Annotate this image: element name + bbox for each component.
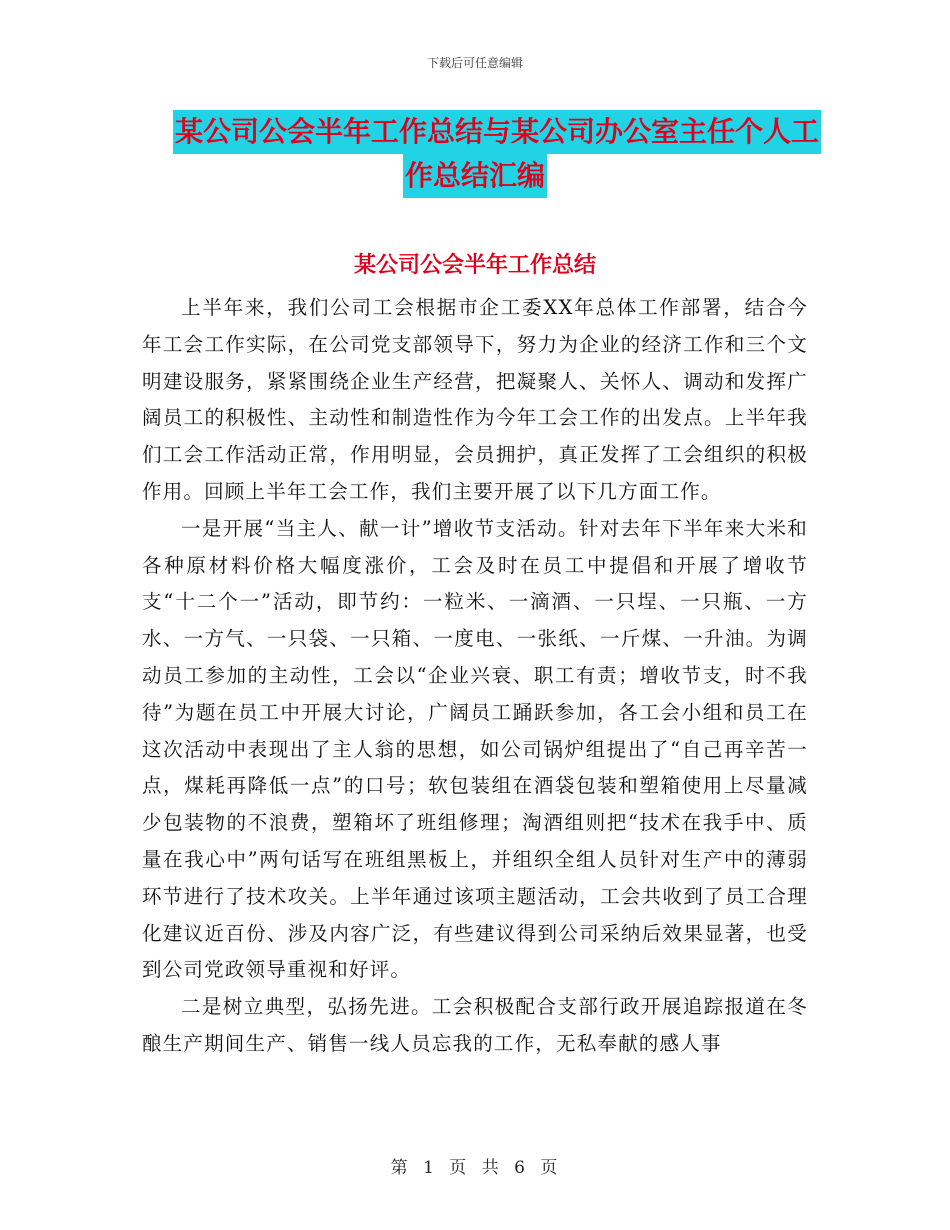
document-title	[0, 110, 950, 198]
document-title-line-1: 某公司公会半年工作总结与某公司办公室主任个人工	[173, 110, 821, 154]
body-text	[142, 290, 808, 1063]
paragraph: 二是树立典型，弘扬先进。工会积极配合支部行政开展追踪报道在冬酿生产期间生产、销售一线人员忘我的工作，无私奉献的感人事	[142, 995, 808, 1055]
paragraph: 一是开展“当主人、献一计”增收节支活动。针对去年下半年来大米和各种原材料价格大幅度涨价，工会及时在员工中提倡和开展了增收节支“十二个一”活动，即节约：一粒米、一滴酒、一只埕、一只瓶、一方水、一方气、一只袋、一只箱、一度电、一张纸、一斤煤、一升油。为调动员工参加的主动性，工会以“企业兴衰、职工有责；增收节支，时不我待”为题在员工中开展大讨论，广阔员工踊跃参加，各工会小组和员工在这次活动中表现出了主人翁的思想，如公司锅炉组提出了“自己再辛苦一点，煤耗再降低一点”的口号；软包装组在酒袋包装和塑箱使用上尽量减少包装物的不浪费，塑箱坏了班组修理；淘酒组则把“技术在我手中、质量在我心中”两句话写在班组黑板上，并组织全组人员针对生产中的薄弱环节进行了技术攻关。上半年通过该项主题活动，工会共收到了员工合理化建议近百份、涉及内容广泛，有些建议得到公司采纳后效果显著，也受到公司党政领导重视和好评。	[142, 516, 808, 982]
page-number-footer: 第 1 页 共 6 页	[390, 1158, 560, 1178]
document-title-line-2: 作总结汇编	[403, 154, 547, 198]
paragraph: 上半年来，我们公司工会根据市企工委XX年总体工作部署，结合今年工会工作实际，在公司党支部领导下，努力为企业的经济工作和三个文明建设服务，紧紧围绕企业生产经营，把凝聚人、关怀人、调动和发挥广阔员工的积极性、主动性和制造性作为今年工会工作的出发点。上半年我们工会工作活动正常，作用明显，会员拥护，真正发挥了工会组织的积极作用。回顾上半年工会工作，我们主要开展了以下几方面工作。	[142, 296, 808, 503]
section-title: 某公司公会半年工作总结	[353, 253, 596, 278]
header-note: 下载后可任意编辑	[426, 56, 523, 70]
